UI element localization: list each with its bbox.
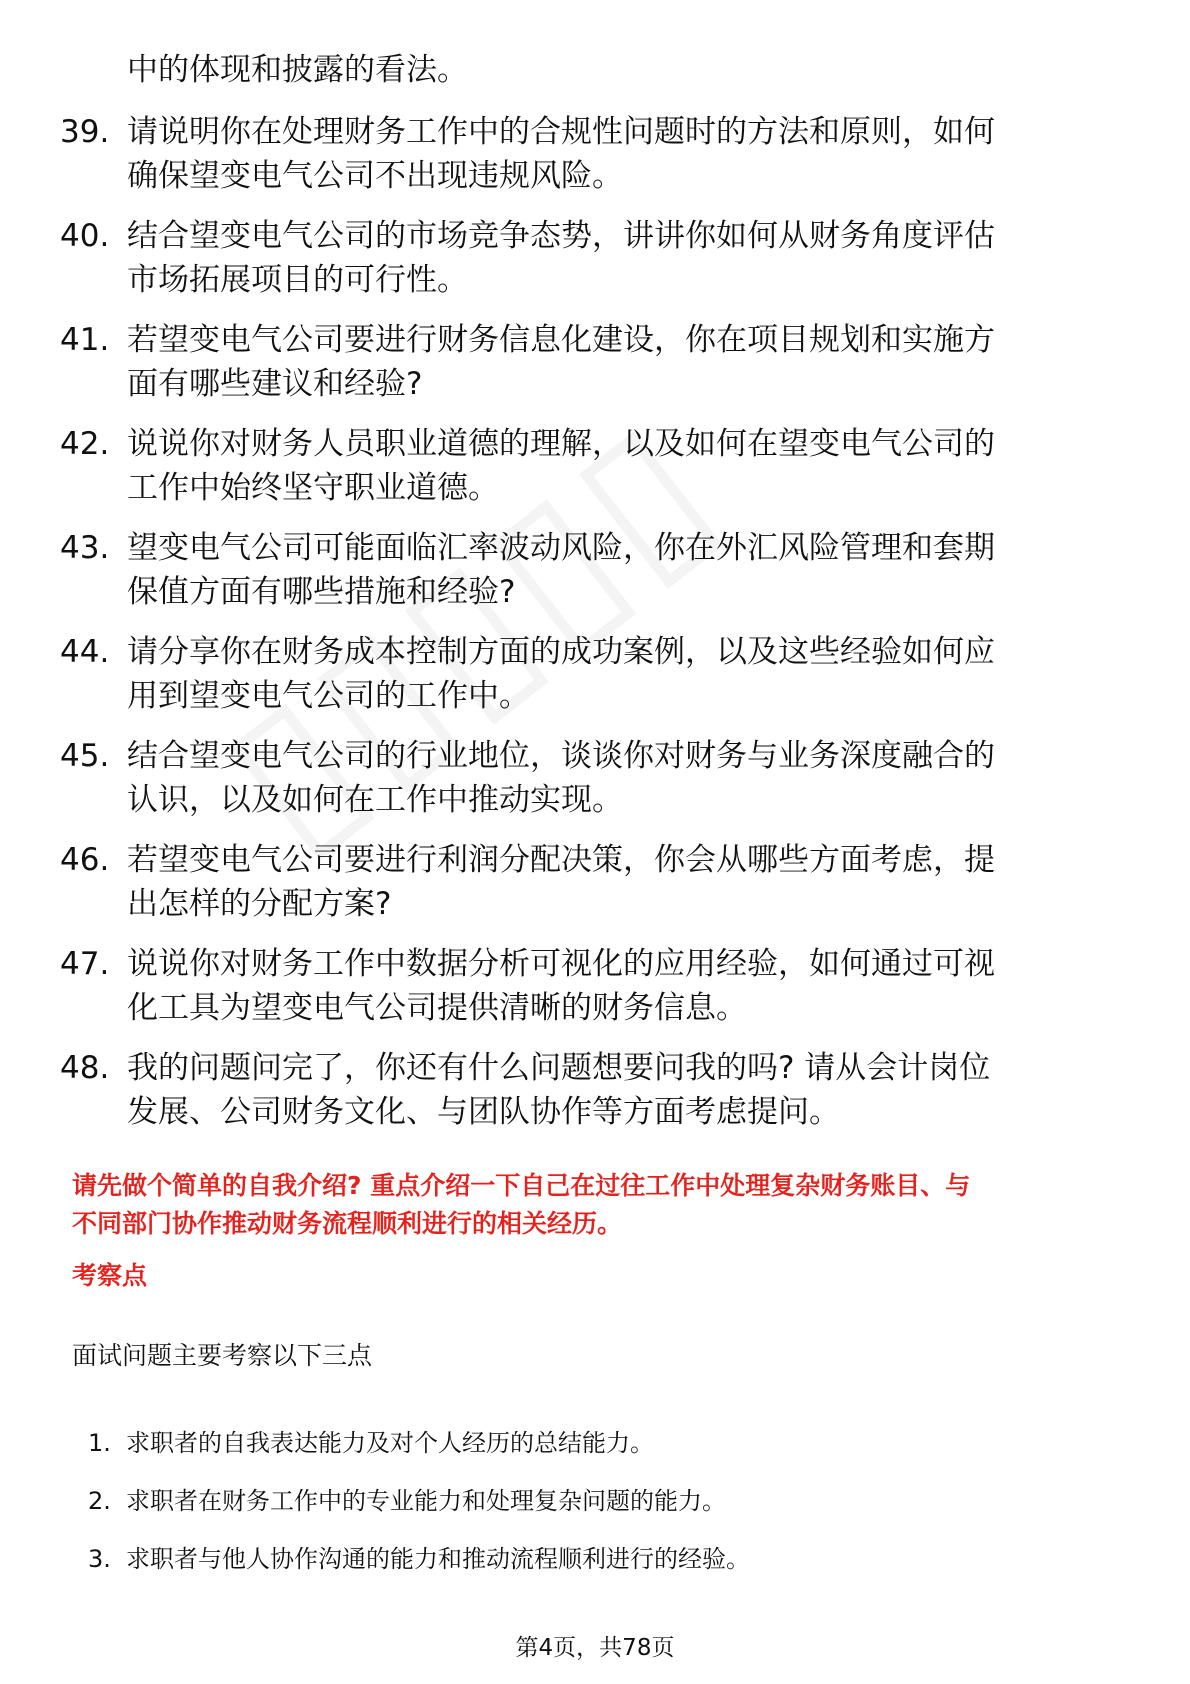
- question-number: 41.: [60, 322, 110, 358]
- question-line: 望变电气公司可能面临汇率波动风险，你在外汇风险管理和套期: [127, 530, 995, 566]
- question-list: [60, 110, 1140, 1150]
- question-text: [127, 1046, 1140, 1134]
- point-item: [88, 1541, 750, 1577]
- question-text: [127, 734, 1140, 822]
- point-text: 求职者在财务工作中的专业能力和处理复杂问题的能力。: [126, 1487, 726, 1515]
- question-number: 46.: [60, 842, 110, 878]
- question-text: [127, 422, 1140, 510]
- question-line: 请说明你在处理财务工作中的合规性问题时的方法和原则，如何: [127, 114, 995, 150]
- question-line: 出怎样的分配方案?: [127, 886, 392, 922]
- question-line: 我的问题问完了，你还有什么问题想要问我的吗? 请从会计岗位: [127, 1050, 991, 1086]
- question-number: 42.: [60, 426, 110, 462]
- section-title: 考察点: [72, 1261, 148, 1290]
- question-item-48: [60, 1046, 1140, 1138]
- question-line: 化工具为望变电气公司提供清晰的财务信息。: [127, 990, 747, 1026]
- question-number: 40.: [60, 218, 110, 254]
- question-line: 面有哪些建议和经验?: [127, 366, 423, 402]
- question-item-42: [60, 422, 1140, 514]
- question-item-41: [60, 318, 1140, 410]
- question-line: 保值方面有哪些措施和经验?: [127, 574, 516, 610]
- question-text: [127, 214, 1140, 302]
- question-item-44: [60, 630, 1140, 722]
- question-line: 结合望变电气公司的行业地位，谈谈你对财务与业务深度融合的: [127, 738, 995, 774]
- highlighted-question: [72, 1167, 1122, 1243]
- question-line: 若望变电气公司要进行财务信息化建设，你在项目规划和实施方: [127, 322, 995, 358]
- question-number: 44.: [60, 634, 110, 670]
- question-line: 用到望变电气公司的工作中。: [127, 678, 530, 714]
- highlighted-question-line: 不同部门协作推动财务流程顺利进行的相关经历。: [72, 1209, 623, 1238]
- question-text: [127, 838, 1140, 926]
- question-line: 说说你对财务工作中数据分析可视化的应用经验，如何通过可视: [127, 946, 995, 982]
- question-item-46: [60, 838, 1140, 930]
- question-text: [127, 110, 1140, 198]
- question-item-40: [60, 214, 1140, 306]
- question-line: 认识，以及如何在工作中推动实现。: [127, 782, 623, 818]
- point-text: 求职者的自我表达能力及对个人经历的总结能力。: [126, 1429, 654, 1457]
- question-item-47: [60, 942, 1140, 1034]
- question-line: 说说你对财务人员职业道德的理解，以及如何在望变电气公司的: [127, 426, 995, 462]
- question-number: 43.: [60, 530, 110, 566]
- assessment-points: [88, 1425, 750, 1599]
- page-footer: 第4页，共78页: [515, 1635, 675, 1661]
- question-number: 39.: [60, 114, 110, 150]
- question-text: [127, 318, 1140, 406]
- question-item-43: [60, 526, 1140, 618]
- question-text: [127, 630, 1140, 718]
- question-line: 发展、公司财务文化、与团队协作等方面考虑提问。: [127, 1094, 840, 1130]
- continuation-text: 中的体现和披露的看法。: [127, 52, 468, 88]
- highlighted-question-line: 请先做个简单的自我介绍? 重点介绍一下自己在过往工作中处理复杂财务账目、与: [72, 1171, 971, 1200]
- question-number: 45.: [60, 738, 110, 774]
- question-number: 48.: [60, 1050, 110, 1086]
- question-number: 47.: [60, 946, 110, 982]
- point-text: 求职者与他人协作沟通的能力和推动流程顺利进行的经验。: [126, 1545, 750, 1573]
- intro-text: 面试问题主要考察以下三点: [72, 1341, 373, 1370]
- question-item-39: [60, 110, 1140, 202]
- question-text: [127, 526, 1140, 614]
- point-number: 2.: [88, 1487, 111, 1515]
- question-line: 结合望变电气公司的市场竞争态势，讲讲你如何从财务角度评估: [127, 218, 995, 254]
- question-line: 市场拓展项目的可行性。: [127, 262, 468, 298]
- question-text: [127, 942, 1140, 1030]
- question-line: 请分享你在财务成本控制方面的成功案例，以及这些经验如何应: [127, 634, 995, 670]
- point-item: [88, 1425, 750, 1461]
- point-number: 3.: [88, 1545, 111, 1573]
- question-line: 确保望变电气公司不出现违规风险。: [127, 158, 623, 194]
- question-line: 若望变电气公司要进行利润分配决策，你会从哪些方面考虑，提: [127, 842, 995, 878]
- point-number: 1.: [88, 1429, 111, 1457]
- question-line: 工作中始终坚守职业道德。: [127, 470, 499, 506]
- question-item-45: [60, 734, 1140, 826]
- point-item: [88, 1483, 750, 1519]
